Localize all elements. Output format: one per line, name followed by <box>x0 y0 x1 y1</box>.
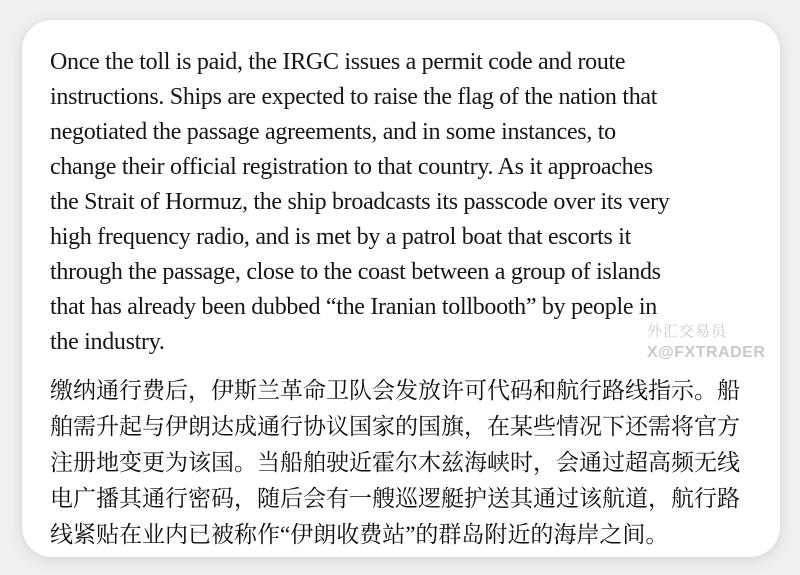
text-line: 线紧贴在业内已被称作“伊朗收费站”的群岛附近的海岸之间。 <box>50 522 669 547</box>
text-line: through the passage, close to the coast between a group of islands <box>50 259 661 285</box>
text-line: 注册地变更为该国。当船舶驶近霍尔木兹海峡时，会通过超高频无线 <box>50 450 740 475</box>
text-line: negotiated the passage agreements, and in some instances, to <box>50 119 616 145</box>
text-line: Once the toll is paid, the IRGC issues a permit code and route <box>50 49 626 75</box>
text-line: instructions. Ships are expected to raise the flag of the nation that <box>50 84 658 110</box>
watermark-name: 外汇交易员 <box>647 323 728 340</box>
english-paragraph <box>50 45 754 360</box>
text-line: change their official registration to that country. As it approaches <box>50 154 653 180</box>
text-line: 缴纳通行费后，伊斯兰革命卫队会发放许可代码和航行路线指示。船 <box>50 378 740 403</box>
article-card <box>22 20 780 557</box>
watermark <box>647 321 765 363</box>
text-line: the Strait of Hormuz, the ship broadcasts its passcode over its very <box>50 189 670 215</box>
text-line: that has already been dubbed “the Iranian tollbooth” by people in <box>50 294 657 320</box>
text-line: high frequency radio, and is met by a patrol boat that escorts it <box>50 224 631 250</box>
text-line: the industry. <box>50 329 165 355</box>
text-line: 舶需升起与伊朗达成通行协议国家的国旗，在某些情况下还需将官方 <box>50 414 740 439</box>
watermark-handle: X@FXTRADER <box>647 344 766 361</box>
chinese-paragraph <box>50 373 754 553</box>
text-line: 电广播其通行密码，随后会有一艘巡逻艇护送其通过该航道，航行路 <box>50 486 740 511</box>
